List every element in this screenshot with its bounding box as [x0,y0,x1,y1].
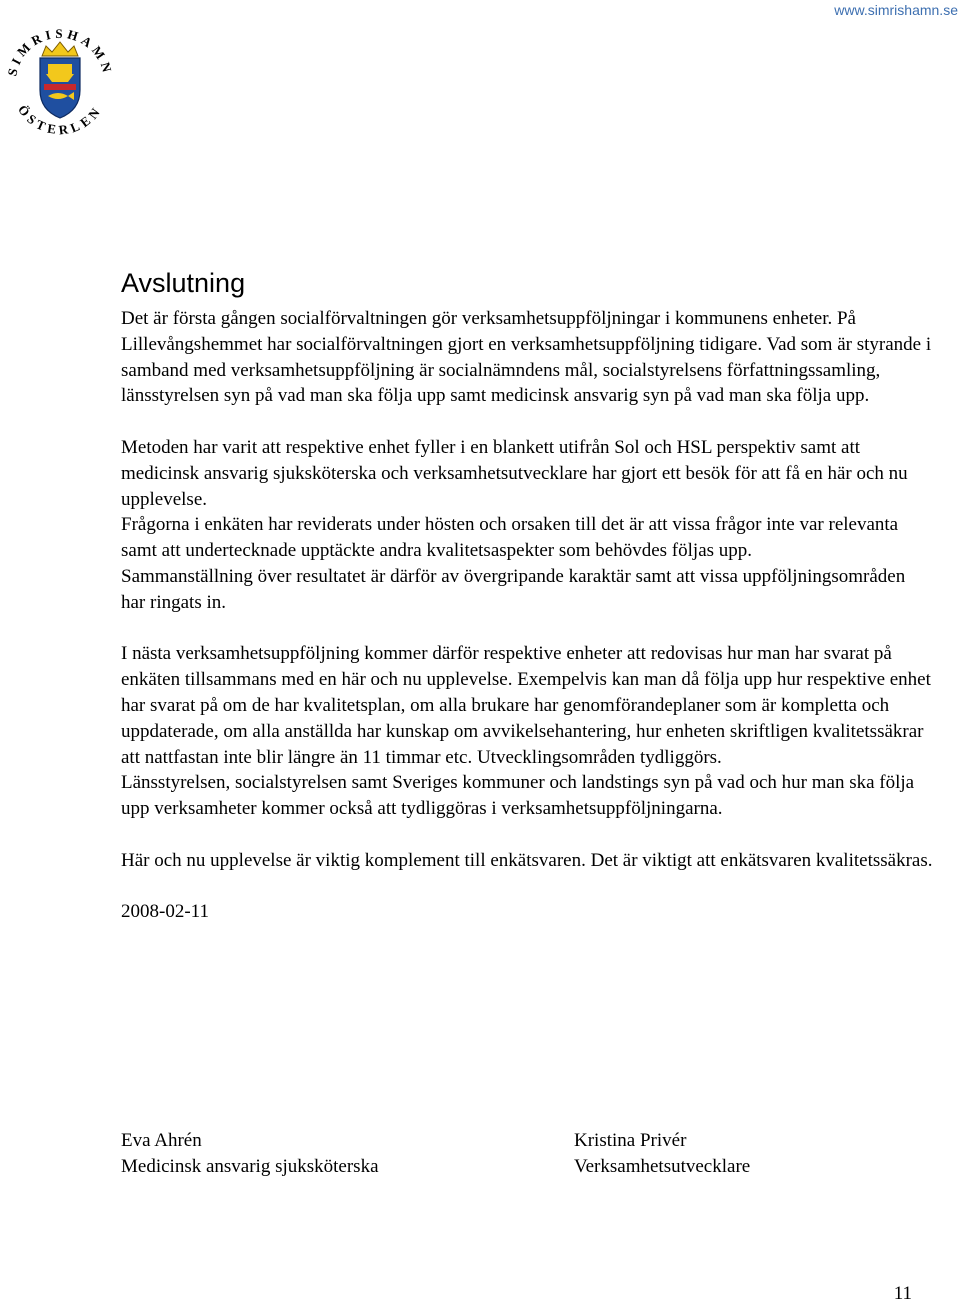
document-date: 2008-02-11 [121,901,209,923]
simrishamn-coat-of-arms-logo [2,20,118,144]
signer-name: Eva Ahrén [121,1130,202,1151]
signer-title: Verksamhetsutvecklare [574,1155,751,1177]
paragraph-authorities: Länsstyrelsen, socialstyrelsen samt Sveriges kommuner och landstings syn på vad och hur man ska följa upp verksamheter kommer också att tydliggöras i verksamhetsuppföljningarna. [121,772,915,820]
signature-block-left [121,1128,379,1180]
section-heading: Avslutning [121,268,246,298]
svg-text:ÖSTERLEN: ÖSTERLEN [15,102,105,138]
paragraph-next-followup: I nästa verksamhetsuppföljning kommer därför respektive enheter att redovisas hur man har svarat på enkäten tillsammans med en här och nu upplevelse. Exempelvis kan man då följa upp hur respektive enhet har svarat på om de har kvalitetsplan, om alla brukare har genomförandeplaner som är kompletta och uppdaterade, om alla anställda har kunskap om avvikelsehantering, hur enheten skriftligen kvalitetssäkrar att nattfastan inte blir längre än 11 timmar etc. Utvecklingsområden tydliggörs. [121,643,931,768]
site-url[interactable]: www.simrishamn.se [834,2,958,18]
paragraph-questions: Frågorna i enkäten har reviderats under hösten och orsaken till det är att vissa frågor inte var relevanta samt att undertecknade upptäckte andra kvalitetsaspekter som behövdes följas upp. [121,514,899,562]
signer-name: Kristina Privér [574,1130,687,1151]
signature-block-right [574,1128,750,1180]
signer-title: Medicinsk ansvarig sjuksköterska [121,1155,379,1177]
paragraph-summary: Sammanställning över resultatet är därför av övergripande karaktär samt att vissa uppföljningsområden har ringats in. [121,565,906,613]
paragraph-conclusion: Här och nu upplevelse är viktig komplement till enkätsvaren. Det är viktigt att enkätsvaren kvalitetssäkras. [121,849,933,871]
paragraph-intro: Det är första gången socialförvaltningen gör verksamhetsuppföljningar i kommunens enheter. På Lillevångshemmet har socialförvaltningen gjort en verksamhetsuppföljning tidigare. Vad som är styrande i samband med verksamhetsuppföljning är socialnämndens mål, socialstyrelsens författningssamling, länsstyrelsen syn på vad man ska följa upp samt medicinsk ansvarig syn på vad man ska följa upp. [121,308,932,407]
paragraph-method: Metoden har varit att respektive enhet fyller i en blankett utifrån Sol och HSL perspektiv samt att medicinsk ansvarig sjuksköterska och verksamhetsutvecklare har gjort ett besök för att få en här och nu upplevelse. [121,436,908,510]
body-text-block [121,306,933,925]
page-number: 11 [893,1283,912,1304]
svg-text:SIMRISHAMN: SIMRISHAMN [4,25,116,78]
